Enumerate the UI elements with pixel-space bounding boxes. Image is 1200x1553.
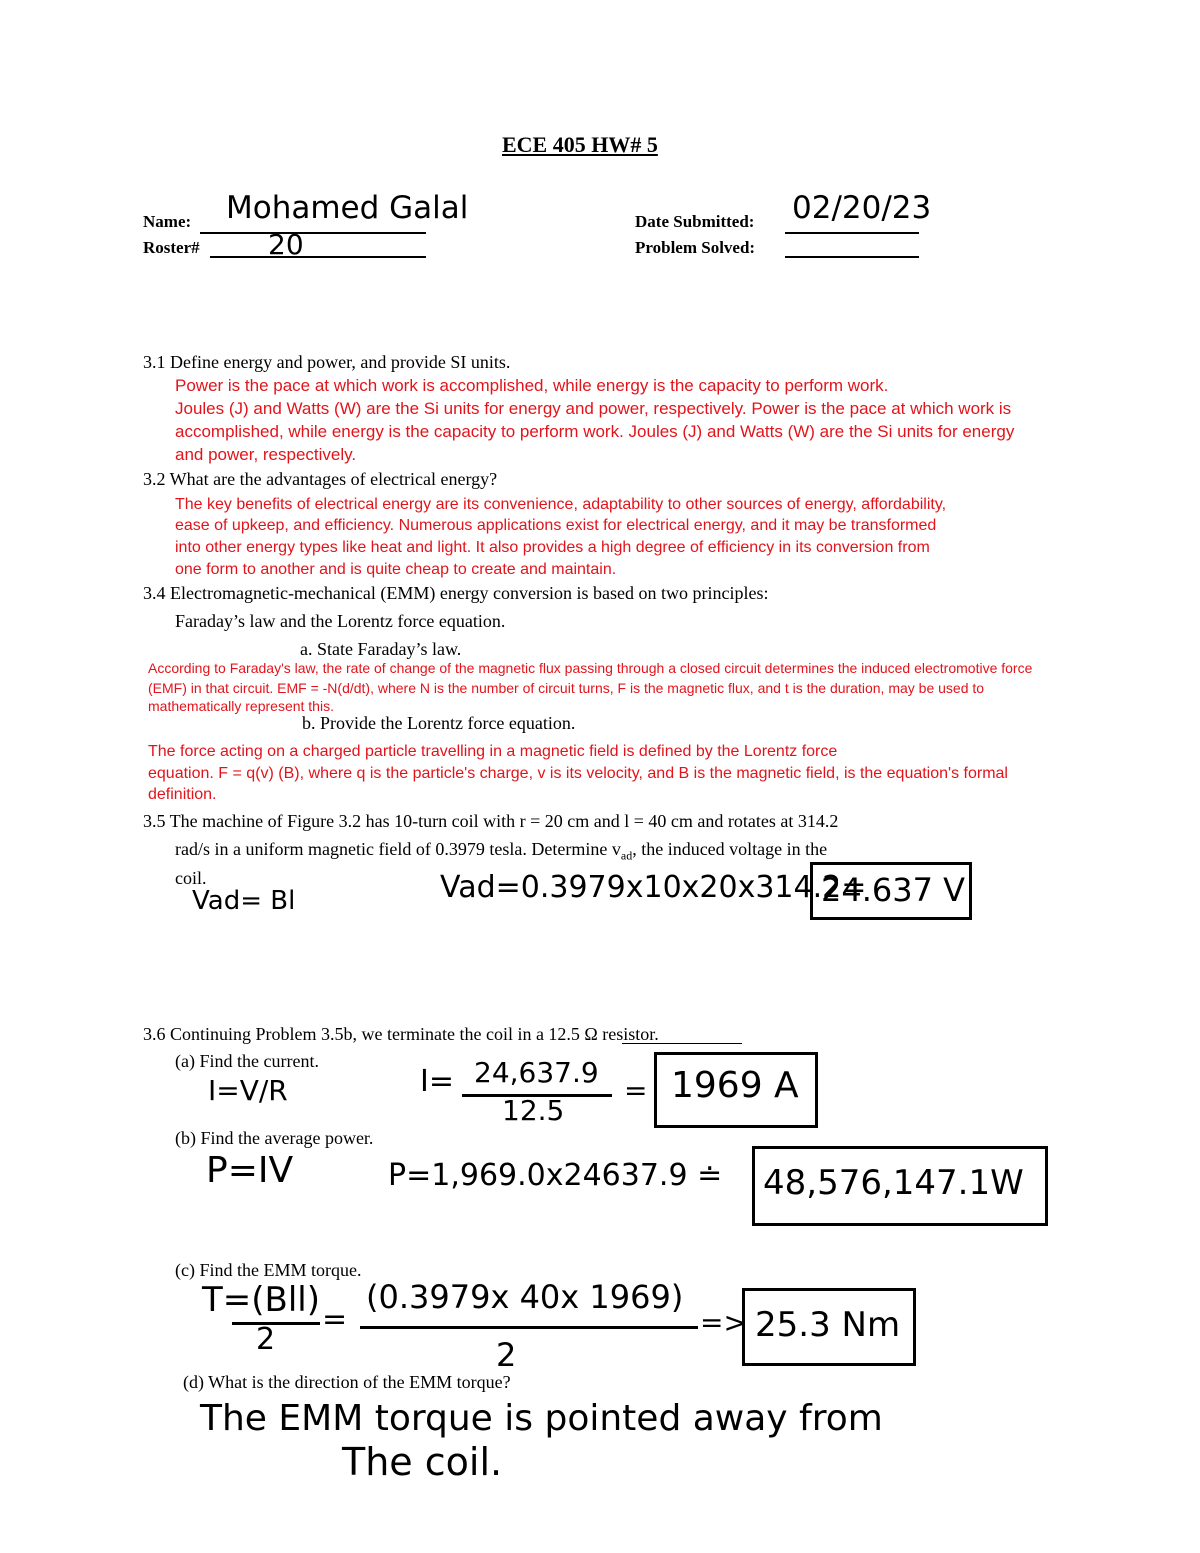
hw-calc-3-6c-den: 2 (496, 1336, 517, 1374)
answer-3-1-line: and power, respectively. (175, 445, 357, 464)
name-value: Mohamed Galal (226, 190, 469, 226)
roster-underline (210, 256, 426, 258)
date-value: 02/20/23 (792, 190, 932, 226)
fraction-bar (360, 1326, 698, 1329)
hw-result-3-6c: 25.3 Nm (755, 1305, 901, 1345)
question-3-4-part-b: b. Provide the Lorentz force equation. (302, 713, 576, 733)
answer-box-3-6b (752, 1146, 1048, 1226)
hw-answer-3-6d-line1: The EMM torque is pointed away from (200, 1398, 883, 1439)
problem-solved-underline (785, 256, 919, 258)
question-3-6-underline (622, 1043, 742, 1044)
question-3-5-line1: 3.5 The machine of Figure 3.2 has 10-turn coil with r = 20 cm and l = 40 cm and rotates at 314.2 (143, 811, 839, 831)
answer-3-4b-line: definition. (148, 786, 217, 803)
hw-calc-3-6c-eq: = (322, 1302, 348, 1337)
question-3-6-a: (a) Find the current. (175, 1051, 319, 1071)
question-3-4-part-a: a. State Faraday’s law. (300, 639, 462, 659)
question-3-6: 3.6 Continuing Problem 3.5b, we terminate the coil in a 12.5 Ω resistor. (143, 1024, 659, 1044)
answer-3-2-line: one form to another and is quite cheap to create and maintain. (175, 561, 617, 578)
fraction-bar (232, 1322, 320, 1325)
question-3-1: 3.1 Define energy and power, and provide SI units. (143, 352, 511, 372)
roster-label: Roster# (143, 238, 200, 257)
hw-calc-3-6a-lhs: I= (420, 1064, 454, 1099)
page-title: ECE 405 HW# 5 (502, 132, 658, 157)
hw-result-3-6a: 1969 A (671, 1065, 799, 1106)
answer-box-3-6a (654, 1052, 818, 1128)
name-underline (200, 232, 426, 234)
answer-3-4a-line: mathematically represent this. (148, 698, 334, 714)
question-3-5-line3: coil. (175, 868, 207, 888)
answer-3-4b-line: equation. F = q(v) (B), where q is the particle's charge, v is its velocity, and B is the magnetic field, is the equation's formal (148, 765, 1008, 782)
name-label: Name: (143, 212, 192, 231)
hw-calc-3-6a-den: 12.5 (502, 1094, 565, 1127)
answer-box-3-6c (742, 1288, 916, 1366)
question-3-4-line1: 3.4 Electromagnetic-mechanical (EMM) energy conversion is based on two principles: (143, 583, 769, 603)
date-underline (785, 232, 919, 234)
question-3-4-line2: Faraday’s law and the Lorentz force equation. (175, 611, 506, 631)
hw-calc-3-6a-eq: = (624, 1074, 648, 1107)
question-3-6-b: (b) Find the average power. (175, 1128, 374, 1148)
answer-3-4b-line: The force acting on a charged particle travelling in a magnetic field is defined by the Lorentz force (148, 743, 838, 760)
question-3-6-c: (c) Find the EMM torque. (175, 1260, 362, 1280)
hw-formula-3-6c-num: T=(Bll) (202, 1280, 321, 1320)
roster-value: 20 (268, 228, 304, 261)
problem-solved-label: Problem Solved: (635, 238, 756, 257)
hw-calc-3-6c-num: (0.3979x 40x 1969) (366, 1278, 684, 1316)
answer-3-2-line: The key benefits of electrical energy are its convenience, adaptability to other sources of energy, affordability, (175, 496, 947, 513)
hw-answer-3-6d-line2: The coil. (342, 1440, 503, 1484)
answer-3-1-line: Joules (J) and Watts (W) are the Si units for energy and power, respectively. Power is the pace at which work is (175, 399, 1012, 418)
answer-3-1-line: accomplished, while energy is the capacity to perform work. Joules (J) and Watts (W) are the Si units for energy (175, 422, 1015, 441)
hw-formula-3-6a: I=V/R (208, 1074, 288, 1107)
hw-formula-3-6b: P=IV (206, 1150, 294, 1191)
hw-result-3-6b: 48,576,147.1W (763, 1163, 1024, 1203)
answer-3-4a-line: According to Faraday's law, the rate of change of the magnetic flux passing through a closed circuit determines the induced electromotive force (148, 660, 1033, 676)
question-3-6-d: (d) What is the direction of the EMM torque? (183, 1372, 511, 1392)
hw-result-3-5: 24.637 V (821, 871, 966, 909)
question-3-2: 3.2 What are the advantages of electrical energy? (143, 469, 498, 489)
hw-calc-3-6a-num: 24,637.9 (474, 1056, 599, 1089)
answer-3-1-line: Power is the pace at which work is accomplished, while energy is the capacity to perform work. (175, 376, 889, 395)
answer-box-3-5 (810, 862, 972, 920)
hw-formula-3-6c-den: 2 (256, 1322, 276, 1357)
answer-3-2-line: into other energy types like heat and light. It also provides a high degree of efficiency in its conversion from (175, 539, 930, 556)
hw-calc-3-6c-arrow: => (700, 1306, 747, 1339)
answer-3-4a-line: (EMF) in that circuit. EMF = -N(d/dt), where N is the number of circuit turns, F is the magnetic flux, and t is the duration, may be used to (148, 680, 985, 696)
hw-calc-3-6b: P=1,969.0x24637.9 ≐ (388, 1158, 723, 1193)
date-label: Date Submitted: (635, 212, 755, 231)
question-3-5-line2: rad/s in a uniform magnetic field of 0.3979 tesla. Determine $v_{ad}$, the induced voltage in the (175, 839, 828, 863)
answer-3-2-line: ease of upkeep, and efficiency. Numerous applications exist for electrical energy, and it may be transformed (175, 517, 937, 534)
hw-calc-3-5: Vad=0.3979x10x20x314.2= (440, 870, 867, 905)
hw-formula-3-5: Vad= Bl (192, 886, 296, 916)
